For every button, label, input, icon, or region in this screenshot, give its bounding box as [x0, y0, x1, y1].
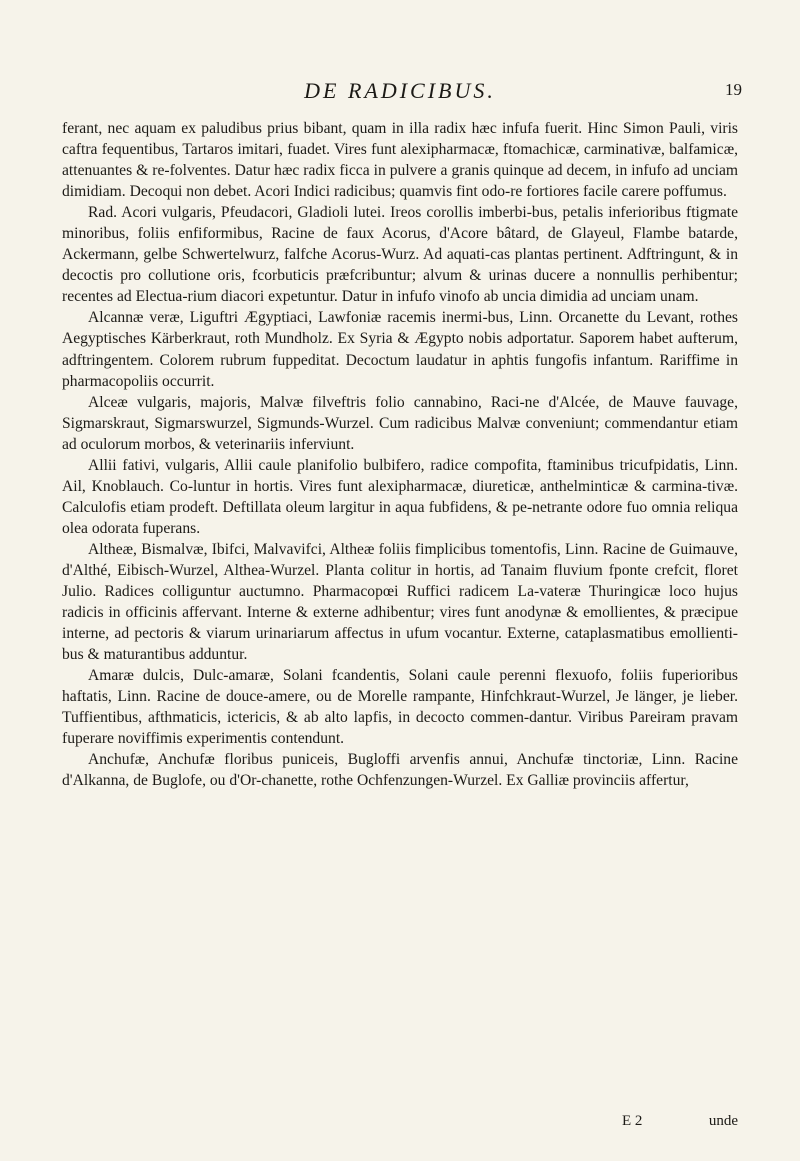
paragraph-anchusae: Anchufæ, Anchufæ floribus puniceis, Bugloffi arvenfis annui, Anchufæ tinctoriæ, Linn. Racine d'Alkanna, de Buglofe, ou d'Or-chanette, rothe Ochfenzungen-Wurzel. Ex Galliæ provinciis affertur, [62, 751, 738, 790]
paragraph-amarae-dulcis: Amaræ dulcis, Dulc-amaræ, Solani fcandentis, Solani caule perenni flexuofo, foliis fuperioribus haftatis, Linn. Racine de douce-amere, ou de Morelle rampante, Hinfchkraut-Wurzel, Je länger, je lieber. Tuffientibus, afthmaticis, ictericis, & ab alto lapfis, in decocto commen-dantur. Viribus Pareiram pravam fuperare noviffimis experimentis contendunt. [62, 667, 738, 748]
paragraph-allii: Allii fativi, vulgaris, Allii caule planifolio bulbifero, radice compofita, ftaminibus tricufpidatis, Linn. Ail, Knoblauch. Co-luntur in hortis. Vires funt alexipharmacæ, diureticæ, anthelminticæ & carmina-tivæ. Calculofis etiam prodeft. Deftillata oleum largitur in aqua fubfidens, & pe-netrante odore fuo omnia reliqua olea odorata fuperans. [62, 456, 738, 537]
catchword: unde [708, 1113, 738, 1129]
body-text [62, 118, 738, 792]
page-footer [62, 1113, 738, 1135]
signature-mark: E 2 [622, 1113, 643, 1129]
paragraph-alcannae: Alcannæ veræ, Liguftri Ægyptiaci, Lawfoniæ racemis inermi-bus, Linn. Orcanette du Levant, rothes Aegyptisches Kärberkraut, roth Mundholz. Ex Syria & Ægypto nobis adportatur. Saporem habet aufterum, adftringentem. Colorem rubrum fuppeditat. Decoctum laudatur in aphtis fungofis infantum. Rariffime in pharmacopoliis occurrit. [62, 309, 738, 390]
paragraph-intro-continuation: ferant, nec aquam ex paludibus prius bibant, quam in illa radix hæc infufa fuerit. Hinc Simon Pauli, viris caftra fequentibus, Tartaros imitari, fuadet. Vires funt alexipharmacæ, ftomachicæ, carminativæ, balfamicæ, attenuantes & re-folventes. Datur hæc radix ficca in pulvere a granis quinque ad decem, in infufo ad unciam dimidiam. Decoqui non debet. Acori Indici radicibus; quamvis fint odo-re fortiores facile carere poffumus. [62, 120, 738, 201]
paragraph-altheae: Altheæ, Bismalvæ, Ibifci, Malvavifci, Altheæ foliis fimplicibus tomentofis, Linn. Racine de Guimauve, d'Althé, Eibisch-Wurzel, Althea-Wurzel. Planta colitur in hortis, ad Tanaim fluvium fponte crefcit, floret Julio. Radices colliguntur auctumno. Pharmacopœi Ruffici radicem La-vateræ Thuringicæ loco hujus radicis in officinis affervant. Interne & externe adhibentur; vires funt anodynæ & emollientes, & præcipue interne, ad pectoris & viarum urinariarum affectus in ufum vocantur. Externe, cataplasmatibus emollienti-bus & maturantibus adduntur. [62, 540, 738, 664]
paragraph-acori: Rad. Acori vulgaris, Pfeudacori, Gladioli lutei. Ireos corollis imberbi-bus, petalis inferioribus ftigmate minoribus, foliis enfiformibus, Racine de faux Acorus, d'Acore bâtard, de Glayeul, Flambe batarde, Ackermann, gelbe Schwertelwurz, falfche Acorus-Wurz. Ad aquati-cas plantas pertinent. Adftringunt, & in decoctis pro collutione oris, fcorbuticis præfcribuntur; alvum & urinas ducere a nonnullis perhibentur; recentes ad Electua-rium diacori expetuntur. Datur in infufo vinofo ab uncia dimidia ad unciam unam. [62, 204, 738, 306]
page-number: 19 [725, 80, 742, 99]
paragraph-alceae: Alceæ vulgaris, majoris, Malvæ filveftris folio cannabino, Raci-ne d'Alcée, de Mauve fauvage, Sigmarskraut, Sigmarswurzel, Sigmunds-Wurzel. Cum radicibus Malvæ conveniunt; commendantur etiam ad oculorum morbos, & veterinariis inferviunt. [62, 393, 738, 453]
page-header [0, 78, 800, 108]
running-title: DE RADICIBUS. [304, 78, 496, 103]
